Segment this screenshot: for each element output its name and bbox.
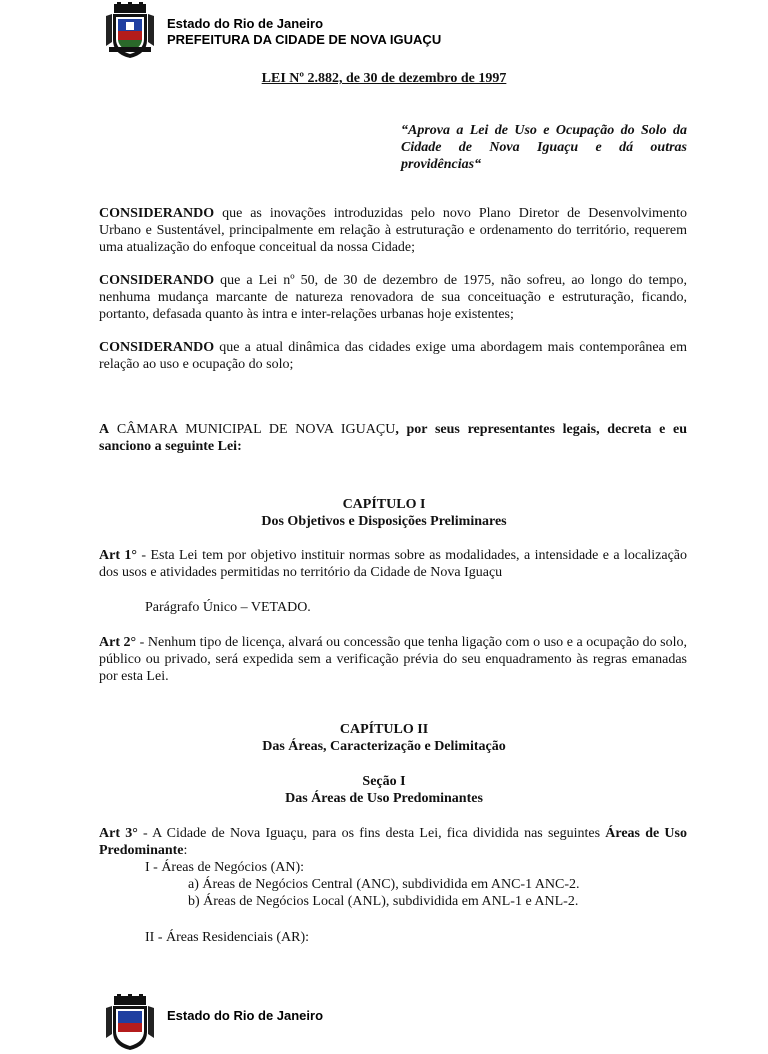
letterhead-state: Estado do Rio de Janeiro [167,1008,324,1023]
enactment-clause [99,421,687,455]
enactment-prefix: A [99,422,110,437]
article-2 [99,634,687,685]
article-text: - Esta Lei tem por objetivo instituir normas sobre as modalidades, a intensidade e a localização dos usos e atividades permitidas no território da Cidade de Nova Iguaçu [99,548,687,580]
considerando-text: que a atual dinâmica das cidades exige uma abordagem mais contemporânea em relação ao uso e ocupação do solo; [99,340,687,372]
letterhead-text [167,16,441,48]
coat-of-arms-icon [104,994,156,1052]
article-1 [99,547,687,581]
article-text: - A Cidade de Nova Iguaçu, para os fins desta Lei, fica dividida nas seguintes [137,826,606,841]
letterhead-text [167,1008,323,1024]
considerando-lead: CONSIDERANDO [99,273,215,288]
list-item: a) Áreas de Negócios Central (ANC), subdividida em ANC-1 ANC-2. [188,877,580,892]
considerando-lead: CONSIDERANDO [99,340,215,355]
article-label: Art 2° [99,635,137,650]
article-colon: : [183,843,188,858]
law-summary: “Aprova a Lei de Uso e Ocupação do Solo da Cidade de Nova Iguaçu e dá outras providências“ [401,123,687,172]
article-3 [99,825,687,859]
law-title: LEI Nº 2.882, de 30 de dezembro de 1997 [261,71,507,86]
chapter-1-subtitle: Dos Objetivos e Disposições Preliminares [261,514,507,529]
list-item: II - Áreas Residenciais (AR): [145,930,310,945]
section-1-subtitle: Das Áreas de Uso Predominantes [285,791,483,806]
considerando-3 [99,339,687,373]
letterhead-next-page [104,994,604,1054]
considerando-1 [99,205,687,256]
considerando-lead: CONSIDERANDO [99,206,215,221]
list-item: I - Áreas de Negócios (AN): [145,860,304,875]
article-text: - Nenhum tipo de licença, alvará ou concessão que tenha ligação com o uso e a ocupação do solo, público ou privado, será expedida sem a verificação prévia do seu enquadramento às regras emanadas por esta Lei. [99,635,688,684]
enactment-body: CÂMARA MUNICIPAL DE NOVA IGUAÇU [109,422,396,437]
chapter-2-subtitle: Das Áreas, Caracterização e Delimitação [262,739,506,754]
letterhead-state: Estado do Rio de Janeiro [167,16,324,31]
article-1-paragraph: Parágrafo Único – VETADO. [145,600,311,615]
letterhead [104,2,604,62]
considerando-2 [99,272,687,323]
article-label: Art 1° [99,548,138,563]
chapter-1-title: CAPÍTULO I [342,497,426,512]
enactment-rest: , por seus representantes legais, decreta e eu sanciono a seguinte Lei: [99,422,687,454]
coat-of-arms-icon [104,2,156,60]
section-1-title: Seção I [362,774,406,789]
letterhead-city-hall: PREFEITURA DA CIDADE DE NOVA IGUAÇU [167,32,442,47]
list-item: b) Áreas de Negócios Local (ANL), subdividida em ANL-1 e ANL-2. [188,894,579,909]
considerando-text: que a Lei nº 50, de 30 de dezembro de 1975, não sofreu, ao longo do tempo, nenhuma mudança marcante de natureza renovadora de sua conceituação e estruturação, ficando, portanto, defasada quanto às intra e inter-relações urbanas hoje existentes; [99,273,687,322]
considerando-text: que as inovações introduzidas pelo novo Plano Diretor de Desenvolvimento Urbano e Sustentável, principalmente em relação à estruturação e ordenamento do território, requerem uma atualização do enfoque conceitual da nossa Cidade; [99,206,687,255]
article-label: Art 3° [99,826,138,841]
chapter-2-title: CAPÍTULO II [339,722,429,737]
article-bold-tail: Áreas de Uso Predominante [99,826,687,858]
